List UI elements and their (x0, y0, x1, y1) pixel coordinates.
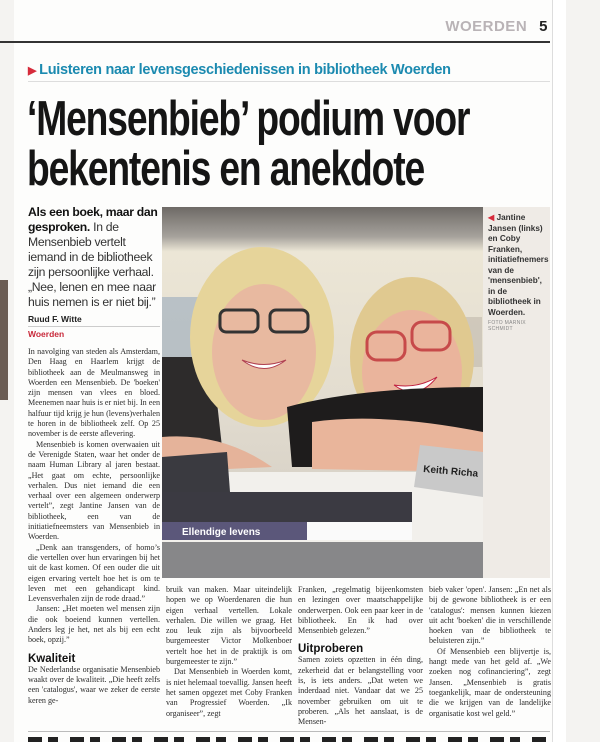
paragraph: Dat Mensenbieb in Woerden komt, is niet helemaal toevallig. Jansen heeft het samen opgezet met Coby Franken van Progressief Woerden. „Ik organiseer”, zegt (166, 667, 292, 718)
paragraph: Jansen: „Het moeten wel mensen zijn die ook boeiend kunnen vertellen. Anders leg je het, net als bij een echt boek, opzij.” (28, 604, 160, 645)
lead-bold: Als een boek, maar dan gesproken. (28, 205, 158, 234)
triangle-bullet-icon: ▶ (28, 65, 37, 77)
kicker-text: Luisteren naar levensgeschiedenissen in bibliotheek Woerden (39, 62, 451, 78)
subhead-uitproberen: Uitproberen (298, 643, 364, 656)
book-title: Ellendige levens (182, 527, 261, 538)
section-name: WOERDEN (445, 18, 528, 35)
article-column-1 (28, 347, 160, 706)
subhead-kwaliteit: Kwaliteit (28, 652, 76, 665)
byline-author: Ruud F. Witte (28, 314, 160, 327)
paragraph: bieb vaker 'open'. Jansen: „En net als bij de gewone bibliotheek is er een 'catalogus': mensen kunnen kiezen uit acht 'boeken' die in verschillende hoeken van de bibliotheek te beluisteren zijn.” (429, 585, 551, 646)
page-number: 5 (539, 18, 548, 35)
triangle-left-icon: ◀ (488, 213, 495, 222)
nameplate-text: Keith Richa (422, 464, 479, 480)
article-column-4 (429, 585, 551, 719)
article-column-3 (298, 585, 423, 728)
paragraph: Mensenbieb is komen overwaaien uit de Verenigde Staten, waar het onder de naam Human Library al jaren bestaat. „Het gaat om echte, persoonlijke verhalen. Dus niet iemand die een verhaal over een algemeen onderwerp vertelt”, zegt Jantine Jansen van de bibliotheek, een van de initiatiefneemsters van Mensenbieb in Woerden. (28, 439, 160, 542)
photo-credit: FOTO MARNIX SCHMIDT (488, 320, 526, 332)
lead-paragraph (28, 205, 160, 310)
lead-text: In de Mensenbieb vertelt iemand in de bibliotheek zijn persoonlijke verhaal. „Nee, lenen en mee naar huis nemen is er niet bij.” (28, 220, 156, 309)
paragraph: Franken, „regelmatig bijeenkomsten en lezingen over maatschappelijke onderwerpen. Ook een paar keer in de bibliotheek. En ik had over Mensenbieb gelezen.” (298, 585, 423, 636)
next-article-headline-cropped (28, 735, 548, 742)
left-column (28, 205, 160, 706)
paragraph: „Denk aan transgenders, of homo’s die vertellen over hun ervaringen bij het uit de kast komen. Of een ouder die uit eigen ervaring vertelt hoe het is om te leven met een gehandicapt kind. Levensverhalen zijn de rode draad.” (28, 542, 160, 604)
photo-caption-box (483, 207, 550, 578)
page-margin (552, 0, 566, 742)
byline-place: Woerden (28, 329, 65, 339)
paragraph: In navolging van steden als Amsterdam, Den Haag en Haarlem krijgt de bibliotheek aan de Meulmansweg in Woerden een Mensenbieb. De 'boeken' zijn mensen van vlees en bloed. Meenemen naar huis is er niet bij. In een halfuur tijd krijg je hun (levens)verhalen te horen in de bibliotheek zelf. Op 25 november is de eerste aflevering. (28, 347, 160, 439)
kicker (28, 62, 550, 82)
paragraph: bruik van maken. Maar uiteindelijk hopen we op Woerdenaren die hun eigen verhaal vertellen. Lokale verhalen. Die willen we graag. Het zou leuk zijn als bijvoorbeeld burgemeester Victor Molkenboer vertelt hoe het in de praktijk is om burgemeester te zijn.” (166, 585, 292, 667)
section-header (445, 18, 548, 35)
article-photo (162, 207, 483, 578)
paragraph: De Nederlandse organisatie Mensenbieb waakt over de kwaliteit. „Die heeft zelfs een 'catalogus', waar we zeker de eerste keren ge- (28, 664, 160, 705)
article-column-2 (166, 585, 292, 719)
photo-caption (488, 213, 549, 318)
bottom-rule (28, 731, 550, 732)
headline: ‘Mensenbieb’ podium voor bekentenis en anekdote (27, 92, 470, 196)
adjacent-page-edge (0, 280, 8, 400)
header-rule (0, 41, 550, 43)
paragraph: Of Mensenbieb een blijvertje is, hangt mede van het geld af. „We zoeken nog cofinanciering”, zegt Jansen. „Mensenbieb is gratis toegankelijk, maar de ondersteuning die we krijgen van de landelijke organisatie kost wel geld.” (429, 646, 551, 718)
caption-text: Jantine Jansen (links) en Coby Franken, initiatiefnemers van de 'mensenbieb', in de bibliotheek in Woerden. (488, 213, 549, 317)
paragraph: Samen zoiets opzetten in één ding, zekerheid dat er belangstelling voor is, is iets anders. „Dat weten we inderdaad niet. Vandaar dat we 25 november gebruiken om uit te proberen. „Als het aanslaat, is de Mensen- (298, 655, 423, 727)
